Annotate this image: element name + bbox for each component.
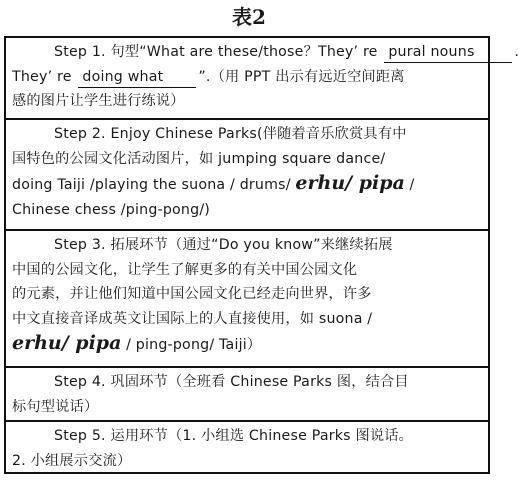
text-segment: / bbox=[404, 177, 415, 193]
table-row-step-5 bbox=[6, 420, 488, 472]
table-title: 表2 bbox=[232, 5, 266, 29]
step-5-line-1: Step 5. 运用环节（1. 小组选 Chinese Parks 图说话。 bbox=[54, 428, 414, 444]
table-row-step-2 bbox=[6, 118, 488, 229]
step-2-line-1: Step 2. Enjoy Chinese Parks(伴随着音乐欣赏具有中 bbox=[54, 126, 407, 142]
text-segment: They’ re bbox=[12, 68, 77, 85]
script-text: erhu/ pipa bbox=[12, 332, 122, 354]
text-segment: doing Taiji /playing the suona / drums/ bbox=[12, 177, 296, 193]
step-3-line-1: Step 3. 拓展环节（通过“Do you know”来继续拓展 bbox=[54, 237, 393, 253]
text-segment: / ping-pong/ Taiji） bbox=[121, 337, 262, 353]
table-row-step-3 bbox=[6, 229, 488, 366]
step-1-line-2 bbox=[12, 65, 482, 90]
step-2-line-3 bbox=[12, 171, 482, 198]
step-3-line-4: 中文直接音译成英文让国际上的人直接使用，如 suona / bbox=[12, 310, 373, 327]
step-1-line-3: 感的图片让学生进行练说） bbox=[12, 93, 185, 109]
step-3-line-2: 中国的公园文化，让学生了解更多的有关中国公园文化 bbox=[12, 261, 358, 278]
table-row-step-1 bbox=[6, 38, 519, 118]
step-2-line-2: 国特色的公园文化活动图片，如 jumping square dance/ bbox=[12, 150, 386, 167]
step-3-line-3: 的元素，并让他们知道中国公园文化已经走向世界，许多 bbox=[12, 286, 372, 302]
text-segment: ”.（用 PPT 出示有远近空间距离 bbox=[198, 68, 405, 85]
step-5-line-2: 2. 小组展示交流） bbox=[12, 452, 132, 469]
step-2-line-4: Chinese chess /ping-pong/) bbox=[12, 201, 211, 218]
text-segment: Step 1. 句型“What are these/those？They’ re bbox=[54, 44, 383, 60]
step-3-line-5 bbox=[12, 331, 482, 358]
text-segment: . bbox=[514, 44, 519, 60]
steps-table bbox=[4, 36, 519, 474]
step-4-line-2: 标句型说话） bbox=[12, 398, 99, 415]
script-text: erhu/ pipa bbox=[295, 172, 405, 194]
step-1-line-1 bbox=[12, 40, 519, 65]
table-row-step-4 bbox=[6, 366, 488, 420]
fill-blank-answer: doing what bbox=[78, 67, 196, 88]
step-4-line-1: Step 4. 巩固环节（全班看 Chinese Parks 图，结合目 bbox=[54, 374, 409, 390]
fill-blank-answer: pural nouns bbox=[384, 42, 512, 63]
